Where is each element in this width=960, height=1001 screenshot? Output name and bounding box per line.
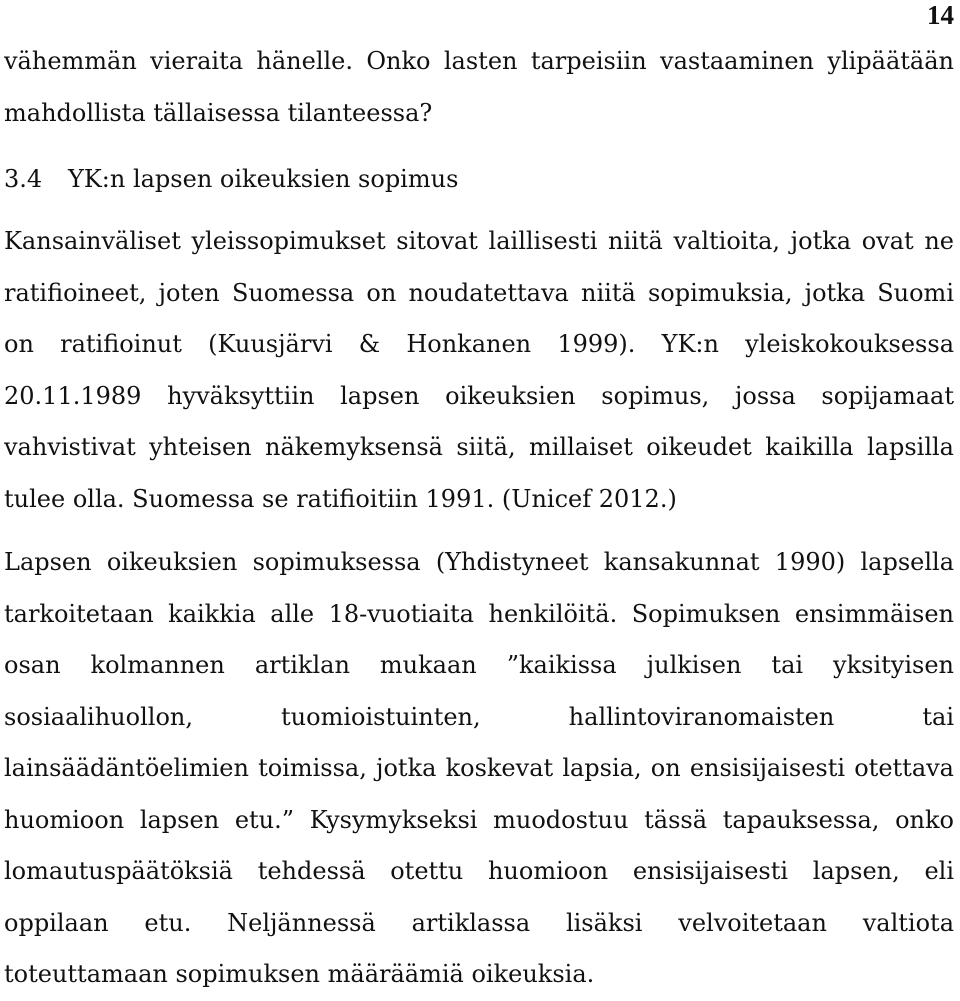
text-line: vahvistivat yhteisen näkemyksensä siitä, millaiset oikeudet kaikilla lapsilla [4,433,954,461]
text-line: oppilaan etu. Neljännessä artiklassa lisäksi velvoitetaan valtiota [4,908,954,937]
text-line: on ratifioinut (Kuusjärvi & Honkanen 1999). YK:n yleiskokouksessa [4,330,954,358]
text-line: 20.11.1989 hyväksyttiin lapsen oikeuksien sopimus, jossa sopijamaat [4,381,954,410]
intro-paragraph [4,36,954,139]
text-line: mahdollista tällaisessa tilanteessa? [4,98,433,127]
text-line: Kansainväliset yleissopimukset sitovat laillisesti niitä valtioita, jotka ovat ne [4,227,954,255]
text-line: lainsäädäntöelimien toimissa, jotka koskevat lapsia, on ensisijaisesti otettava [4,754,954,782]
text-line: ratifioineet, joten Suomessa on noudatettava niitä sopimuksia, jotka Suomi [4,278,954,307]
text-line: huomioon lapsen etu.” Kysymykseksi muodostuu tässä tapauksessa, onko [4,805,954,834]
text-line: sosiaalihuollon, tuomioistuinten, hallintoviranomaisten tai [4,702,954,731]
text-line: toteuttamaan sopimuksen määräämiä oikeuksia. [4,960,595,988]
paragraph-1 [4,216,954,525]
page-number: 14 [927,0,954,30]
text-line: osan kolmannen artiklan mukaan ”kaikissa julkisen tai yksityisen [4,651,954,679]
section-title: YK:n lapsen oikeuksien sopimus [68,165,459,193]
paragraph-2 [4,537,954,1001]
section-heading [4,154,954,206]
text-line: tulee olla. Suomessa se ratifioitiin 1991. (Unicef 2012.) [4,484,677,513]
text-line: tarkoitetaan kaikkia alle 18-vuotiaita henkilöitä. Sopimuksen ensimmäisen [4,599,954,628]
text-line: Lapsen oikeuksien sopimuksessa (Yhdistyneet kansakunnat 1990) lapsella [4,548,954,576]
text-line: vähemmän vieraita hänelle. Onko lasten tarpeisiin vastaaminen ylipäätään [4,47,954,75]
section-number: 3.4 [4,165,43,193]
text-line: lomautuspäätöksiä tehdessä otettu huomioon ensisijaisesti lapsen, eli [4,857,954,885]
